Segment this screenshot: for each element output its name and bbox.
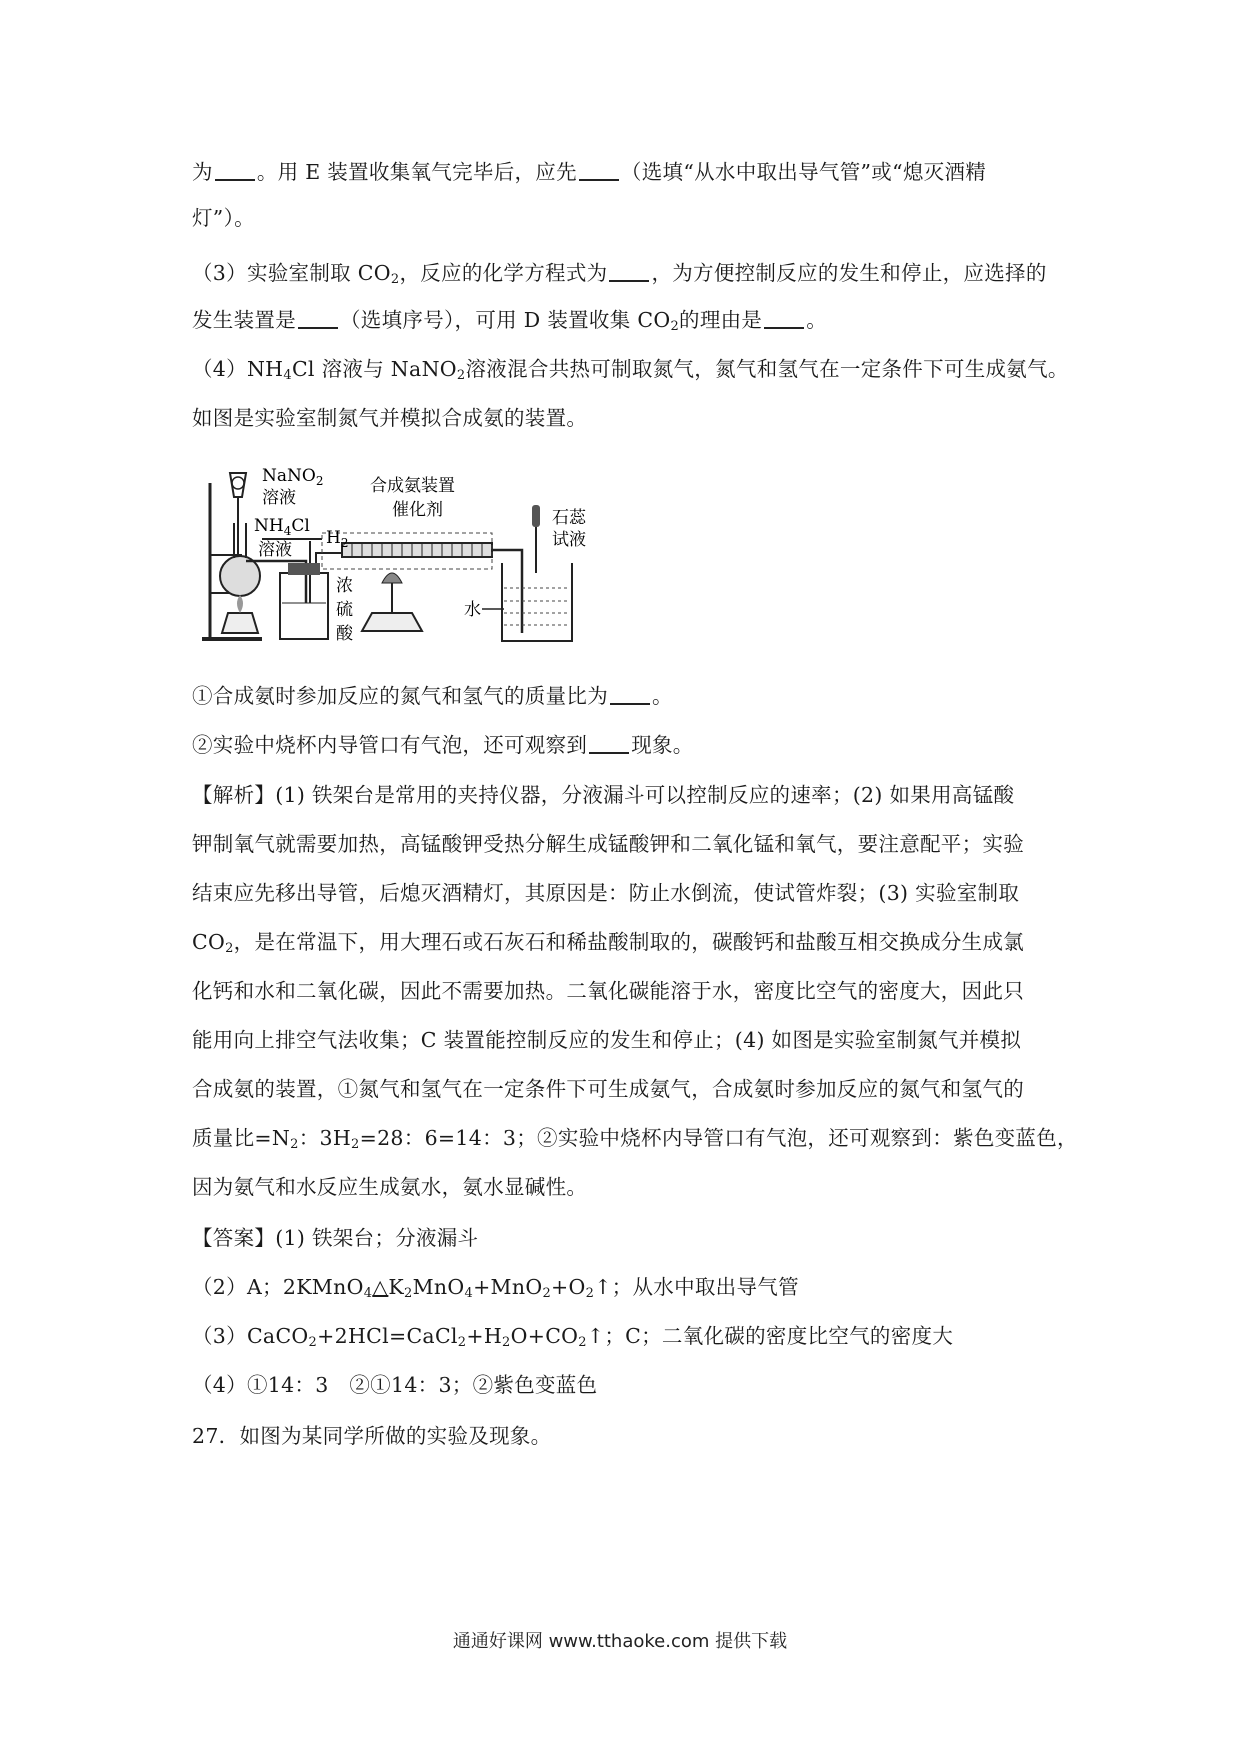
subscript: 2	[542, 1286, 552, 1301]
subscript: 2	[502, 1335, 511, 1350]
text: 【解析】(1) 铁架台是常用的夹持仪器，分液漏斗可以控制反应的速率；(2) 如果用高锰酸	[192, 783, 1015, 807]
analysis-line-3	[192, 878, 1062, 908]
text: 为	[192, 160, 213, 184]
subscript: 2	[290, 1137, 299, 1152]
text-line-2	[192, 203, 1062, 233]
text-line-1	[192, 157, 1062, 187]
text: 能用向上排空气法收集；C 装置能控制反应的发生和停止；(4) 如图是实验室制氮气并模拟	[192, 1028, 1022, 1052]
text: 化钙和水和二氧化碳，因此不需要加热。二氧化碳能溶于水，密度比空气的密度大，因此只	[192, 979, 1024, 1003]
label-solution-1: 溶液	[262, 488, 296, 508]
text: 溶液混合共热可制取氮气，氮气和氢气在一定条件下可生成氨气。	[465, 357, 1069, 381]
analysis-line-8	[192, 1123, 1078, 1153]
answer-blank	[215, 161, 255, 181]
text: 。	[806, 308, 828, 332]
text: 现象。	[631, 733, 694, 757]
label-solution-2: 溶液	[258, 540, 292, 560]
answer-blank	[298, 309, 338, 329]
subscript: 2	[404, 1286, 413, 1301]
subscript: 2	[456, 368, 466, 383]
page-footer: 通通好课网 www.tthaoke.com 提供下载	[452, 1631, 788, 1652]
answer-line-4	[192, 1370, 1062, 1400]
label-acid-3: 酸	[336, 624, 353, 644]
text: Cl 溶液与 NaNO	[291, 357, 457, 381]
text: （3）CaCO	[192, 1324, 309, 1348]
heat-symbol: △	[372, 1275, 389, 1299]
text: 因为氨气和水反应生成氨水，氨水显碱性。	[192, 1175, 588, 1199]
text: 的理由是	[679, 308, 763, 332]
answer-blank	[579, 161, 619, 181]
subscript: 4	[464, 1286, 474, 1301]
text: 。	[652, 684, 673, 708]
analysis-line-1	[192, 780, 1062, 810]
text: （4）①14：3 ②①14：3；②紫色变蓝色	[192, 1373, 598, 1397]
text: 。用 E 装置收集氧气完毕后，应先	[256, 160, 577, 184]
text: （选填“从水中取出导气管”或“熄灭酒精	[620, 160, 987, 184]
apparatus-figure	[202, 463, 622, 653]
text: O+CO	[510, 1324, 579, 1348]
answer-blank	[609, 262, 649, 282]
answer-blank	[764, 309, 804, 329]
text: 如图是实验室制氮气并模拟合成氨的装置。	[192, 406, 588, 430]
analysis-line-7	[192, 1074, 1062, 1104]
text: +MnO	[473, 1275, 543, 1299]
text: 灯”）。	[192, 206, 255, 230]
text: 结束应先移出导管，后熄灭酒精灯，其原因是：防止水倒流，使试管炸裂；(3) 实验室制取	[192, 881, 1020, 905]
text: =28：6=14：3；②实验中烧杯内导管口有气泡，还可观察到：紫色变蓝色，	[359, 1126, 1078, 1150]
subscript: 2	[670, 319, 680, 334]
text: （4）NH	[192, 357, 284, 381]
label-synthesis: 合成氨装置	[370, 476, 455, 496]
analysis-line-6	[192, 1025, 1062, 1055]
text-line-5	[192, 354, 1069, 384]
analysis-line-2	[192, 829, 1062, 859]
subscript: 2	[390, 272, 400, 287]
answer-line-3	[192, 1321, 1062, 1351]
label-litmus-2: 试液	[552, 530, 586, 550]
label-catalyst: 催化剂	[392, 500, 443, 520]
question-2	[192, 730, 1062, 760]
label-acid-1: 浓	[336, 576, 353, 596]
text: （选填序号），可用 D 装置收集 CO	[340, 308, 671, 332]
text: MnO	[412, 1275, 465, 1299]
text: +O	[551, 1275, 586, 1299]
text: ，是在常温下，用大理石或石灰石和稀盐酸制取的，碳酸钙和盐酸互相交换成分生成氯	[233, 930, 1025, 954]
text-line-4	[192, 305, 1062, 335]
text: K	[388, 1275, 404, 1299]
label-h2: $H_2$	[326, 528, 349, 550]
text: ↑；从水中取出导气管	[594, 1275, 799, 1299]
question-27	[192, 1421, 1062, 1451]
subscript: 2	[578, 1335, 587, 1350]
subscript: 2	[351, 1137, 360, 1152]
analysis-line-4	[192, 927, 1062, 957]
label-water: 水	[464, 600, 481, 620]
text: ②实验中烧杯内导管口有气泡，还可观察到	[192, 733, 588, 757]
text: 合成氨的装置，①氮气和氢气在一定条件下可生成氨气，合成氨时参加反应的氮气和氢气的	[192, 1077, 1024, 1101]
text: （2）A；2KMnO	[192, 1275, 364, 1299]
text: ↑；C；二氧化碳的密度比空气的密度大	[586, 1324, 954, 1348]
subscript: 2	[308, 1335, 318, 1350]
question-1	[192, 681, 1062, 711]
text: ，为方便控制反应的发生和停止，应选择的	[651, 261, 1047, 285]
analysis-line-5	[192, 976, 1062, 1006]
label-acid-2: 硫	[336, 600, 353, 620]
text-line-3	[192, 258, 1062, 288]
subscript: 4	[283, 368, 292, 383]
subscript: 2	[585, 1286, 595, 1301]
text: ：3H	[298, 1126, 352, 1150]
answer-line-1	[192, 1223, 1062, 1253]
answer-line-2	[192, 1272, 1062, 1302]
text: （3）实验室制取 CO	[192, 261, 391, 285]
text: +H	[466, 1324, 503, 1348]
analysis-line-9	[192, 1172, 1062, 1202]
answer-blank	[589, 734, 629, 754]
apparatus-diagram	[202, 463, 622, 653]
text: 钾制氧气就需要加热，高锰酸钾受热分解生成锰酸钾和二氧化锰和氧气，要注意配平；实验	[192, 832, 1024, 856]
text: +2HCl=CaCl	[317, 1324, 458, 1348]
label-litmus-1: 石蕊	[552, 508, 586, 528]
answer-blank	[610, 685, 650, 705]
text: ，反应的化学方程式为	[399, 261, 608, 285]
text: 发生装置是	[192, 308, 296, 332]
text-line-6	[192, 403, 1062, 433]
text: CO	[192, 930, 226, 954]
text: ①合成氨时参加反应的氮气和氢气的质量比为	[192, 684, 608, 708]
text: 质量比=N	[192, 1126, 291, 1150]
text: 【答案】(1) 铁架台；分液漏斗	[192, 1226, 479, 1250]
subscript: 2	[457, 1335, 467, 1350]
subscript: 4	[363, 1286, 373, 1301]
label-nano2: NaNO$_2$	[262, 466, 324, 488]
label-nh4cl: $NH_4Cl$	[254, 516, 310, 538]
subscript: 2	[225, 941, 234, 956]
text: 27．如图为某同学所做的实验及现象。	[192, 1424, 552, 1448]
